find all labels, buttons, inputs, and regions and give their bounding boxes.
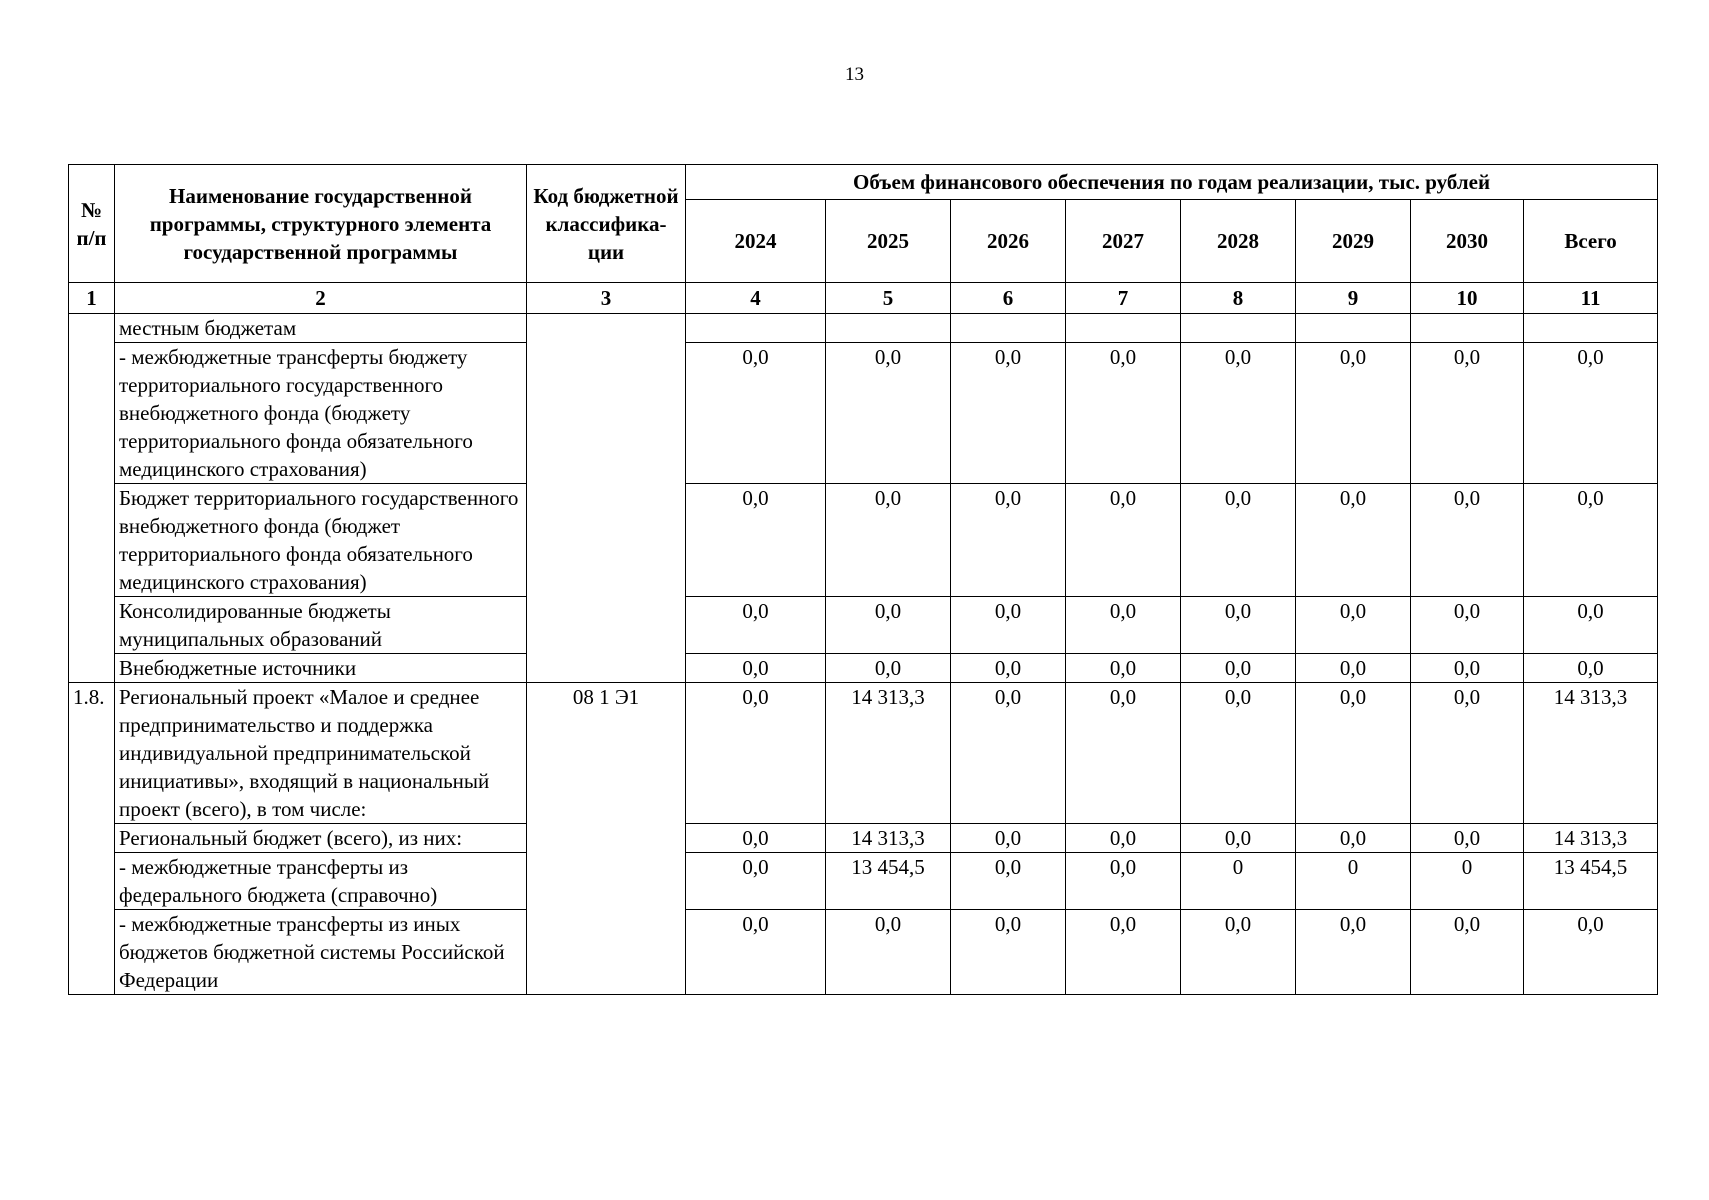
value-cell: 0,0 <box>1066 910 1181 995</box>
budget-code: 08 1 Э1 <box>527 683 686 995</box>
value-cell: 0,0 <box>1066 824 1181 853</box>
value-cell: 13 454,5 <box>826 853 951 910</box>
column-number: 6 <box>951 283 1066 314</box>
value-cell <box>1181 314 1296 343</box>
header-year: 2026 <box>951 200 1066 283</box>
value-cell: 0 <box>1411 853 1524 910</box>
value-cell: 0,0 <box>1411 824 1524 853</box>
page-number: 13 <box>845 64 864 85</box>
value-cell: 0,0 <box>1296 910 1411 995</box>
table-row <box>69 654 1658 683</box>
value-cell: 0,0 <box>826 343 951 484</box>
value-cell: 0 <box>1181 853 1296 910</box>
value-cell: 0,0 <box>686 853 826 910</box>
row-name: местным бюджетам <box>115 314 527 343</box>
value-cell: 0,0 <box>1411 597 1524 654</box>
value-cell: 0,0 <box>1411 654 1524 683</box>
table-row <box>69 314 1658 343</box>
row-name: Региональный бюджет (всего), из них: <box>115 824 527 853</box>
value-cell: 0,0 <box>1181 683 1296 824</box>
value-cell: 0,0 <box>826 597 951 654</box>
value-cell: 0,0 <box>951 853 1066 910</box>
value-cell: 0,0 <box>1524 597 1658 654</box>
value-cell: 0,0 <box>1296 597 1411 654</box>
value-cell: 14 313,3 <box>1524 824 1658 853</box>
value-cell: 13 454,5 <box>1524 853 1658 910</box>
value-cell: 0,0 <box>951 654 1066 683</box>
value-cell <box>1066 314 1181 343</box>
header-year: 2028 <box>1181 200 1296 283</box>
value-cell: 14 313,3 <box>826 824 951 853</box>
value-cell: 0,0 <box>826 484 951 597</box>
row-name: - межбюджетные трансферты бюджету территориального государственного внебюджетного фонда (бюджету территориального фонда обязательного медицинского страхования) <box>115 343 527 484</box>
value-cell: 0,0 <box>686 910 826 995</box>
header-year: 2027 <box>1066 200 1181 283</box>
header-year: 2029 <box>1296 200 1411 283</box>
row-name: Внебюджетные источники <box>115 654 527 683</box>
value-cell: 0,0 <box>1181 910 1296 995</box>
value-cell: 0,0 <box>1066 484 1181 597</box>
value-cell: 0,0 <box>1181 824 1296 853</box>
value-cell: 0,0 <box>686 683 826 824</box>
value-cell: 0,0 <box>1066 343 1181 484</box>
table-row <box>69 597 1658 654</box>
value-cell: 0,0 <box>951 683 1066 824</box>
row-name: Бюджет территориального государственного внебюджетного фонда (бюджет территориального фонда обязательного медицинского страхования) <box>115 484 527 597</box>
value-cell <box>686 314 826 343</box>
value-cell: 0,0 <box>1411 683 1524 824</box>
budget-table <box>68 164 1658 995</box>
column-number: 1 <box>69 283 115 314</box>
header-year: 2025 <box>826 200 951 283</box>
value-cell: 14 313,3 <box>826 683 951 824</box>
row-index <box>69 314 115 683</box>
value-cell: 0,0 <box>1524 484 1658 597</box>
value-cell: 0,0 <box>686 343 826 484</box>
value-cell: 0,0 <box>686 824 826 853</box>
value-cell: 0,0 <box>1524 654 1658 683</box>
value-cell: 0,0 <box>1296 343 1411 484</box>
value-cell: 0,0 <box>951 597 1066 654</box>
column-number: 7 <box>1066 283 1181 314</box>
value-cell: 0,0 <box>1181 343 1296 484</box>
header-code: Код бюджетной классифика-ции <box>527 165 686 283</box>
header-year: 2024 <box>686 200 826 283</box>
table-row <box>69 853 1658 910</box>
table-row <box>69 343 1658 484</box>
row-index: 1.8. <box>69 683 115 995</box>
value-cell: 0,0 <box>826 654 951 683</box>
value-cell <box>951 314 1066 343</box>
value-cell: 0,0 <box>1066 853 1181 910</box>
value-cell: 0,0 <box>686 654 826 683</box>
header-name: Наименование государственной программы, структурного элемента государственной программы <box>115 165 527 283</box>
column-number: 9 <box>1296 283 1411 314</box>
value-cell: 0,0 <box>1411 910 1524 995</box>
value-cell <box>826 314 951 343</box>
column-number: 3 <box>527 283 686 314</box>
header-row-1 <box>69 165 1658 200</box>
header-year: 2030 <box>1411 200 1524 283</box>
value-cell: 0,0 <box>1066 683 1181 824</box>
row-name: - межбюджетные трансферты из федерального бюджета (справочно) <box>115 853 527 910</box>
value-cell: 0,0 <box>1524 910 1658 995</box>
column-number: 8 <box>1181 283 1296 314</box>
column-number: 2 <box>115 283 527 314</box>
value-cell: 0,0 <box>1181 654 1296 683</box>
value-cell <box>1411 314 1524 343</box>
value-cell: 0,0 <box>1181 484 1296 597</box>
table-row <box>69 910 1658 995</box>
value-cell: 0,0 <box>686 597 826 654</box>
value-cell <box>1296 314 1411 343</box>
row-name: - межбюджетные трансферты из иных бюджетов бюджетной системы Российской Федерации <box>115 910 527 995</box>
row-name: Региональный проект «Малое и среднее предпринимательство и поддержка индивидуальной предпринимательской инициативы», входящий в национальный проект (всего), в том числе: <box>115 683 527 824</box>
value-cell: 0,0 <box>951 824 1066 853</box>
value-cell: 0,0 <box>1181 597 1296 654</box>
value-cell: 0,0 <box>1411 343 1524 484</box>
column-number: 4 <box>686 283 826 314</box>
column-number: 10 <box>1411 283 1524 314</box>
table-row <box>69 484 1658 597</box>
table-row <box>69 683 1658 824</box>
value-cell: 0,0 <box>1066 654 1181 683</box>
row-name: Консолидированные бюджеты муниципальных образований <box>115 597 527 654</box>
value-cell: 0,0 <box>951 910 1066 995</box>
value-cell: 0,0 <box>1296 484 1411 597</box>
value-cell: 0,0 <box>1524 343 1658 484</box>
value-cell: 0,0 <box>826 910 951 995</box>
value-cell <box>1524 314 1658 343</box>
column-number: 11 <box>1524 283 1658 314</box>
column-number-row <box>69 283 1658 314</box>
value-cell: 0,0 <box>1296 824 1411 853</box>
column-number: 5 <box>826 283 951 314</box>
budget-code <box>527 314 686 683</box>
value-cell: 0,0 <box>1411 484 1524 597</box>
header-total: Всего <box>1524 200 1658 283</box>
table-row <box>69 824 1658 853</box>
value-cell: 0,0 <box>1066 597 1181 654</box>
value-cell: 0,0 <box>1296 654 1411 683</box>
value-cell: 0,0 <box>951 343 1066 484</box>
value-cell: 0 <box>1296 853 1411 910</box>
value-cell: 0,0 <box>1296 683 1411 824</box>
value-cell: 0,0 <box>951 484 1066 597</box>
header-volume: Объем финансового обеспечения по годам реализации, тыс. рублей <box>686 165 1658 200</box>
value-cell: 14 313,3 <box>1524 683 1658 824</box>
value-cell: 0,0 <box>686 484 826 597</box>
header-num: № п/п <box>69 165 115 283</box>
